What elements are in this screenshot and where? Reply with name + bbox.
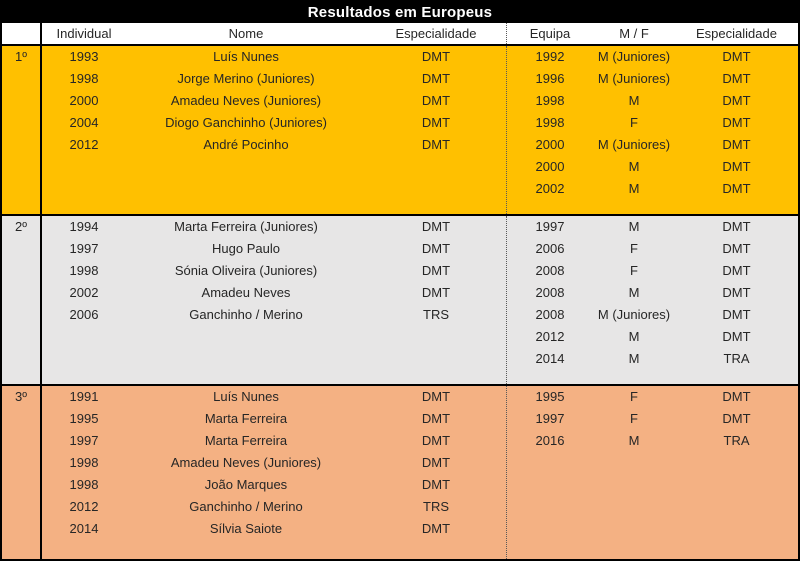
table-row bbox=[507, 238, 798, 260]
table-row bbox=[42, 134, 506, 156]
column-header-row bbox=[2, 23, 798, 46]
table-row bbox=[42, 112, 506, 134]
gender-cell: M bbox=[628, 159, 640, 174]
year-cell: 2012 bbox=[535, 329, 565, 344]
name-cell: Luís Nunes bbox=[213, 389, 279, 404]
table-row bbox=[42, 452, 506, 474]
specialty-cell: DMT bbox=[722, 93, 751, 108]
table-row bbox=[42, 474, 506, 496]
gender-cell: F bbox=[630, 263, 638, 278]
specialty-cell: DMT bbox=[421, 263, 451, 278]
name-cell: André Pocinho bbox=[203, 137, 289, 152]
gender-cell: M bbox=[628, 351, 640, 366]
individual-header-group bbox=[42, 23, 506, 44]
specialty-cell: DMT bbox=[421, 285, 451, 300]
column-header-individual: Individual bbox=[56, 26, 112, 41]
table-row bbox=[507, 282, 798, 304]
specialty-cell: DMT bbox=[421, 115, 451, 130]
team-results-third bbox=[506, 386, 798, 559]
year-cell: 1997 bbox=[535, 411, 565, 426]
section-first-place bbox=[2, 46, 798, 214]
table-row bbox=[507, 178, 798, 200]
table-row bbox=[507, 112, 798, 134]
table-row bbox=[42, 238, 506, 260]
gender-cell: M bbox=[628, 285, 640, 300]
gender-cell: M bbox=[628, 181, 640, 196]
year-cell: 1998 bbox=[69, 477, 99, 492]
rank-label: 1º bbox=[2, 46, 42, 214]
specialty-cell: TRA bbox=[723, 351, 750, 366]
name-cell: Marta Ferreira bbox=[204, 411, 288, 426]
specialty-cell: DMT bbox=[722, 329, 751, 344]
year-cell: 2008 bbox=[535, 263, 565, 278]
name-cell: Hugo Paulo bbox=[212, 241, 280, 256]
specialty-cell: DMT bbox=[421, 49, 451, 64]
individual-results-second bbox=[42, 216, 506, 384]
table-row bbox=[507, 304, 798, 326]
specialty-cell: DMT bbox=[421, 411, 451, 426]
specialty-cell: DMT bbox=[421, 93, 451, 108]
column-header-especialidade-right: Especialidade bbox=[696, 26, 777, 41]
table-row bbox=[507, 156, 798, 178]
name-cell: Ganchinho / Merino bbox=[189, 307, 303, 322]
gender-cell: F bbox=[630, 115, 638, 130]
section-second-place bbox=[2, 214, 798, 384]
specialty-cell: DMT bbox=[722, 159, 751, 174]
table-row bbox=[42, 304, 506, 326]
table-row bbox=[507, 326, 798, 348]
year-cell: 2016 bbox=[535, 433, 565, 448]
year-cell: 1995 bbox=[535, 389, 565, 404]
specialty-cell: DMT bbox=[421, 389, 451, 404]
year-cell: 2012 bbox=[69, 499, 99, 514]
gender-cell: M bbox=[628, 93, 640, 108]
year-cell: 1998 bbox=[69, 455, 99, 470]
year-cell: 1993 bbox=[69, 49, 99, 64]
year-cell: 1996 bbox=[535, 71, 565, 86]
specialty-cell: TRS bbox=[423, 307, 449, 322]
table-row bbox=[42, 46, 506, 68]
specialty-cell: DMT bbox=[722, 307, 751, 322]
year-cell: 2000 bbox=[535, 159, 565, 174]
table-row bbox=[42, 430, 506, 452]
equipa-header-group bbox=[506, 23, 798, 44]
specialty-cell: DMT bbox=[421, 71, 451, 86]
gender-cell: M bbox=[628, 219, 640, 234]
year-cell: 2014 bbox=[69, 521, 99, 536]
specialty-cell: DMT bbox=[722, 241, 751, 256]
year-cell: 2006 bbox=[69, 307, 99, 322]
table-row bbox=[507, 216, 798, 238]
name-cell: Amadeu Neves (Juniores) bbox=[170, 93, 322, 108]
year-cell: 1998 bbox=[69, 263, 99, 278]
gender-cell: M (Juniores) bbox=[597, 307, 671, 322]
specialty-cell: TRS bbox=[423, 499, 449, 514]
year-cell: 2012 bbox=[69, 137, 99, 152]
gender-cell: F bbox=[630, 389, 638, 404]
year-cell: 2008 bbox=[535, 307, 565, 322]
column-header-nome: Nome bbox=[228, 26, 264, 41]
table-title: Resultados em Europeus bbox=[2, 2, 798, 23]
year-cell: 1998 bbox=[535, 93, 565, 108]
table-row bbox=[507, 430, 798, 452]
name-cell: Sílvia Saiote bbox=[209, 521, 283, 536]
specialty-cell: DMT bbox=[421, 455, 451, 470]
specialty-cell: DMT bbox=[722, 263, 751, 278]
column-header-mf: M / F bbox=[619, 26, 649, 41]
table-row bbox=[42, 68, 506, 90]
name-cell: Amadeu Neves (Juniores) bbox=[170, 455, 322, 470]
specialty-cell: DMT bbox=[421, 137, 451, 152]
specialty-cell: DMT bbox=[722, 285, 751, 300]
table-row bbox=[507, 260, 798, 282]
specialty-cell: DMT bbox=[722, 219, 751, 234]
table-row bbox=[42, 282, 506, 304]
table-row bbox=[507, 408, 798, 430]
individual-results-third bbox=[42, 386, 506, 559]
specialty-cell: DMT bbox=[722, 137, 751, 152]
column-header-especialidade-left: Especialidade bbox=[395, 26, 477, 41]
year-cell: 2000 bbox=[535, 137, 565, 152]
table-row bbox=[42, 408, 506, 430]
gender-cell: M (Juniores) bbox=[597, 71, 671, 86]
year-cell: 1997 bbox=[69, 241, 99, 256]
name-cell: Marta Ferreira bbox=[204, 433, 288, 448]
year-cell: 1998 bbox=[535, 115, 565, 130]
year-cell: 2002 bbox=[69, 285, 99, 300]
specialty-cell: DMT bbox=[722, 411, 751, 426]
name-cell: Amadeu Neves bbox=[201, 285, 291, 300]
specialty-cell: DMT bbox=[421, 219, 451, 234]
column-header-equipa: Equipa bbox=[529, 26, 571, 41]
name-cell: Jorge Merino (Juniores) bbox=[177, 71, 315, 86]
year-cell: 1997 bbox=[535, 219, 565, 234]
table-row bbox=[507, 68, 798, 90]
year-cell: 1991 bbox=[69, 389, 99, 404]
table-row bbox=[507, 386, 798, 408]
specialty-cell: TRA bbox=[723, 433, 750, 448]
name-cell: Marta Ferreira (Juniores) bbox=[174, 219, 318, 234]
year-cell: 2008 bbox=[535, 285, 565, 300]
gender-cell: M bbox=[628, 329, 640, 344]
gender-cell: M bbox=[628, 433, 640, 448]
year-cell: 1998 bbox=[69, 71, 99, 86]
specialty-cell: DMT bbox=[722, 115, 751, 130]
team-results-first bbox=[506, 46, 798, 214]
specialty-cell: DMT bbox=[722, 71, 751, 86]
gender-cell: F bbox=[630, 241, 638, 256]
name-cell: Ganchinho / Merino bbox=[189, 499, 303, 514]
table-row bbox=[42, 386, 506, 408]
year-cell: 2002 bbox=[535, 181, 565, 196]
table-row bbox=[42, 216, 506, 238]
name-cell: Diogo Ganchinho (Juniores) bbox=[165, 115, 327, 130]
year-cell: 2014 bbox=[535, 351, 565, 366]
specialty-cell: DMT bbox=[421, 241, 451, 256]
table-row bbox=[42, 260, 506, 282]
name-cell: Sónia Oliveira (Juniores) bbox=[174, 263, 318, 278]
year-cell: 1994 bbox=[69, 219, 99, 234]
specialty-cell: DMT bbox=[421, 477, 451, 492]
gender-cell: M (Juniores) bbox=[597, 137, 671, 152]
gender-cell: F bbox=[630, 411, 638, 426]
specialty-cell: DMT bbox=[722, 49, 751, 64]
gender-cell: M (Juniores) bbox=[597, 49, 671, 64]
rank-column-header bbox=[2, 23, 42, 44]
year-cell: 2006 bbox=[535, 241, 565, 256]
specialty-cell: DMT bbox=[421, 521, 451, 536]
year-cell: 1997 bbox=[69, 433, 99, 448]
year-cell: 1995 bbox=[69, 411, 99, 426]
table-row bbox=[507, 90, 798, 112]
section-third-place bbox=[2, 384, 798, 559]
table-row bbox=[42, 496, 506, 518]
specialty-cell: DMT bbox=[421, 433, 451, 448]
team-results-second bbox=[506, 216, 798, 384]
year-cell: 2000 bbox=[69, 93, 99, 108]
rank-label: 3º bbox=[2, 386, 42, 559]
specialty-cell: DMT bbox=[722, 389, 751, 404]
name-cell: João Marques bbox=[204, 477, 288, 492]
table-row bbox=[42, 90, 506, 112]
year-cell: 1992 bbox=[535, 49, 565, 64]
table-row bbox=[507, 348, 798, 370]
individual-results-first bbox=[42, 46, 506, 214]
year-cell: 2004 bbox=[69, 115, 99, 130]
specialty-cell: DMT bbox=[722, 181, 751, 196]
table-row bbox=[507, 46, 798, 68]
rank-label: 2º bbox=[2, 216, 42, 384]
table-row bbox=[507, 134, 798, 156]
table-row bbox=[42, 518, 506, 540]
name-cell: Luís Nunes bbox=[213, 49, 279, 64]
